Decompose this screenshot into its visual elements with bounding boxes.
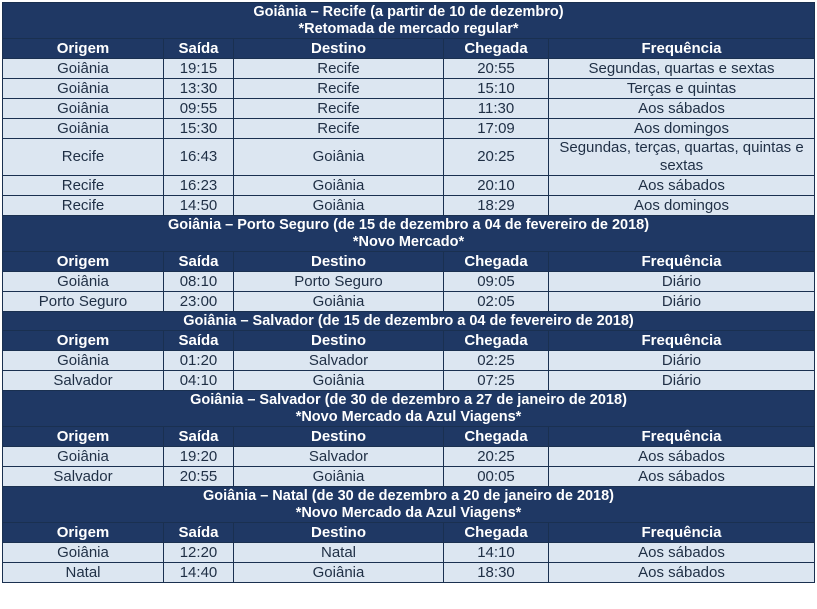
header-saida: Saída: [164, 331, 234, 351]
header-frequencia: Frequência: [549, 39, 815, 59]
table-row: [3, 176, 815, 196]
header-destino: Destino: [234, 39, 444, 59]
section-note: *Novo Mercado da Azul Viagens*: [295, 409, 522, 425]
cell-frequencia: Aos sábados: [549, 176, 815, 196]
cell-origem: Goiânia: [3, 272, 164, 292]
header-chegada: Chegada: [444, 427, 549, 447]
section-title: [3, 487, 815, 523]
cell-chegada: 20:55: [444, 59, 549, 79]
table-row: [3, 119, 815, 139]
cell-saida: 16:23: [164, 176, 234, 196]
cell-origem: Salvador: [3, 371, 164, 391]
cell-chegada: 02:25: [444, 351, 549, 371]
column-header-row: [3, 39, 815, 59]
cell-destino: Goiânia: [234, 196, 444, 216]
cell-destino: Goiânia: [234, 292, 444, 312]
cell-frequencia: Aos sábados: [549, 543, 815, 563]
table-row: [3, 196, 815, 216]
section-title-row: [3, 216, 815, 252]
cell-frequencia: Segundas, quartas e sextas: [549, 59, 815, 79]
flight-schedule: [2, 2, 814, 583]
cell-saida: 13:30: [164, 79, 234, 99]
cell-saida: 14:40: [164, 563, 234, 583]
header-destino: Destino: [234, 523, 444, 543]
section-note: *Novo Mercado*: [352, 234, 465, 250]
header-frequencia: Frequência: [549, 252, 815, 272]
header-origem: Origem: [3, 252, 164, 272]
cell-frequencia: Diário: [549, 292, 815, 312]
cell-destino: Porto Seguro: [234, 272, 444, 292]
section-title: [3, 3, 815, 39]
schedule-table: [2, 2, 815, 583]
section-title-row: [3, 391, 815, 427]
table-row: [3, 467, 815, 487]
cell-destino: Natal: [234, 543, 444, 563]
table-row: [3, 563, 815, 583]
header-origem: Origem: [3, 523, 164, 543]
header-saida: Saída: [164, 523, 234, 543]
cell-origem: Salvador: [3, 467, 164, 487]
cell-origem: Porto Seguro: [3, 292, 164, 312]
cell-origem: Goiânia: [3, 99, 164, 119]
cell-destino: Goiânia: [234, 176, 444, 196]
cell-frequencia: Aos sábados: [549, 447, 815, 467]
cell-chegada: 18:30: [444, 563, 549, 583]
section-route: Goiânia – Salvador (de 15 de dezembro a 04 de fevereiro de 2018): [183, 313, 634, 329]
section-note: *Novo Mercado da Azul Viagens*: [295, 505, 522, 521]
header-chegada: Chegada: [444, 331, 549, 351]
cell-frequencia: Aos sábados: [549, 467, 815, 487]
cell-chegada: 09:05: [444, 272, 549, 292]
table-row: [3, 99, 815, 119]
table-row: [3, 59, 815, 79]
header-destino: Destino: [234, 252, 444, 272]
section-route: Goiânia – Salvador (de 30 de dezembro a 27 de janeiro de 2018): [190, 392, 627, 408]
section-title: [3, 312, 815, 331]
header-chegada: Chegada: [444, 523, 549, 543]
cell-origem: Goiânia: [3, 79, 164, 99]
header-chegada: Chegada: [444, 252, 549, 272]
header-destino: Destino: [234, 427, 444, 447]
section-route: Goiânia – Porto Seguro (de 15 de dezembro a 04 de fevereiro de 2018): [167, 217, 650, 233]
section-route: Goiânia – Natal (de 30 de dezembro a 20 de janeiro de 2018): [203, 488, 614, 504]
table-row: [3, 447, 815, 467]
table-row: [3, 371, 815, 391]
cell-origem: Goiânia: [3, 543, 164, 563]
table-row: [3, 139, 815, 176]
cell-destino: Recife: [234, 99, 444, 119]
header-origem: Origem: [3, 427, 164, 447]
cell-destino: Recife: [234, 79, 444, 99]
cell-frequencia: Aos sábados: [549, 99, 815, 119]
cell-frequencia: Aos domingos: [549, 196, 815, 216]
header-origem: Origem: [3, 331, 164, 351]
header-destino: Destino: [234, 331, 444, 351]
cell-origem: Recife: [3, 176, 164, 196]
cell-saida: 23:00: [164, 292, 234, 312]
cell-saida: 19:20: [164, 447, 234, 467]
header-frequencia: Frequência: [549, 427, 815, 447]
cell-chegada: 02:05: [444, 292, 549, 312]
cell-destino: Recife: [234, 59, 444, 79]
cell-chegada: 14:10: [444, 543, 549, 563]
cell-destino: Salvador: [234, 351, 444, 371]
column-header-row: [3, 252, 815, 272]
cell-origem: Natal: [3, 563, 164, 583]
header-saida: Saída: [164, 39, 234, 59]
cell-chegada: 07:25: [444, 371, 549, 391]
cell-chegada: 18:29: [444, 196, 549, 216]
cell-frequencia: Aos domingos: [549, 119, 815, 139]
cell-frequencia: Aos sábados: [549, 563, 815, 583]
cell-chegada: 20:25: [444, 139, 549, 176]
cell-chegada: 15:10: [444, 79, 549, 99]
table-row: [3, 292, 815, 312]
cell-destino: Goiânia: [234, 563, 444, 583]
cell-origem: Goiânia: [3, 351, 164, 371]
cell-saida: 09:55: [164, 99, 234, 119]
table-row: [3, 272, 815, 292]
section-title-row: [3, 312, 815, 331]
cell-destino: Recife: [234, 119, 444, 139]
column-header-row: [3, 331, 815, 351]
cell-saida: 16:43: [164, 139, 234, 176]
section-title: [3, 216, 815, 252]
cell-frequencia: Diário: [549, 371, 815, 391]
cell-frequencia: Terças e quintas: [549, 79, 815, 99]
header-frequencia: Frequência: [549, 523, 815, 543]
cell-saida: 08:10: [164, 272, 234, 292]
cell-chegada: 17:09: [444, 119, 549, 139]
cell-saida: 04:10: [164, 371, 234, 391]
header-frequencia: Frequência: [549, 331, 815, 351]
section-title-row: [3, 3, 815, 39]
column-header-row: [3, 427, 815, 447]
cell-origem: Goiânia: [3, 59, 164, 79]
cell-frequencia: Diário: [549, 272, 815, 292]
header-chegada: Chegada: [444, 39, 549, 59]
table-row: [3, 351, 815, 371]
cell-chegada: 20:25: [444, 447, 549, 467]
cell-frequencia: Segundas, terças, quartas, quintas e sextas: [549, 139, 815, 176]
column-header-row: [3, 523, 815, 543]
header-origem: Origem: [3, 39, 164, 59]
cell-chegada: 00:05: [444, 467, 549, 487]
cell-destino: Salvador: [234, 447, 444, 467]
cell-origem: Goiânia: [3, 119, 164, 139]
cell-saida: 20:55: [164, 467, 234, 487]
cell-origem: Goiânia: [3, 447, 164, 467]
header-saida: Saída: [164, 252, 234, 272]
cell-saida: 12:20: [164, 543, 234, 563]
cell-frequencia: Diário: [549, 351, 815, 371]
cell-origem: Recife: [3, 139, 164, 176]
cell-saida: 19:15: [164, 59, 234, 79]
cell-destino: Goiânia: [234, 371, 444, 391]
section-route: Goiânia – Recife (a partir de 10 de dezembro): [253, 4, 564, 20]
cell-saida: 01:20: [164, 351, 234, 371]
table-row: [3, 543, 815, 563]
section-title: [3, 391, 815, 427]
header-saida: Saída: [164, 427, 234, 447]
cell-chegada: 20:10: [444, 176, 549, 196]
cell-destino: Goiânia: [234, 467, 444, 487]
cell-saida: 15:30: [164, 119, 234, 139]
cell-chegada: 11:30: [444, 99, 549, 119]
cell-destino: Goiânia: [234, 139, 444, 176]
cell-origem: Recife: [3, 196, 164, 216]
table-row: [3, 79, 815, 99]
cell-saida: 14:50: [164, 196, 234, 216]
section-note: *Retomada de mercado regular*: [298, 21, 519, 37]
section-title-row: [3, 487, 815, 523]
